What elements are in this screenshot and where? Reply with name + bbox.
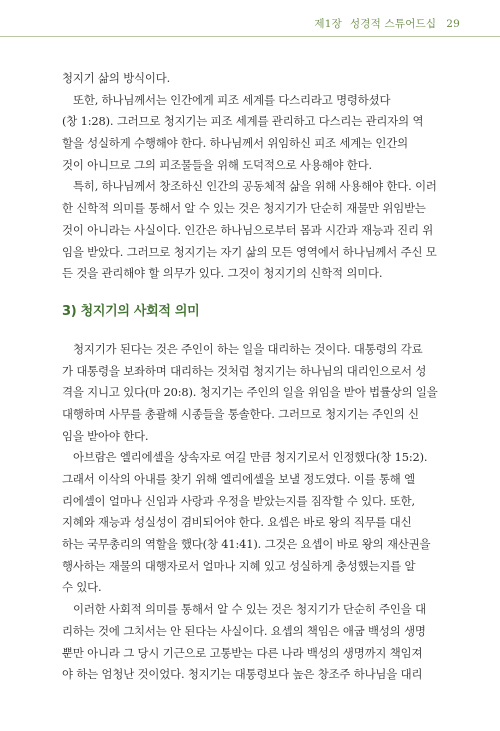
text-line: 이러한 사회적 의미를 통해서 알 수 있는 것은 청지기가 단순히 주인을 대 — [73, 602, 426, 617]
text-line: 아브람은 엘리에셀을 상속자로 여길 만큼 청지기로서 인정했다(창 15:2). — [73, 450, 428, 465]
intro-paragraphs — [62, 68, 442, 285]
chapter-label: 제1장 — [314, 18, 342, 30]
text-line: 할을 성실하게 수행해야 한다. 하나님께서 위임하신 피조 세계는 인간의 — [62, 136, 408, 151]
text-line: (창 1:28). 그러므로 청지기는 피조 세계를 관리하고 다스리는 관리자의 역 — [62, 114, 424, 129]
text-line: 그래서 이삭의 아내를 찾기 위해 엘리에셀을 보낼 정도였다. 이를 통해 엘 — [62, 472, 415, 486]
text-line: 야 하는 엄청난 것이었다. 청지기는 대통령보다 높은 창조주 하나님을 대리 — [62, 667, 423, 682]
text-line: 특히, 하나님께서 창조하신 인간의 공동체적 삶을 위해 사용해야 한다. 이러 — [73, 179, 437, 194]
text-line: 것이 아니므로 그의 피조물들을 위해 도덕적으로 사용해야 한다. — [62, 157, 372, 172]
section-heading: 3) 청지기의 사회적 의미 — [62, 303, 200, 319]
spacer — [62, 327, 442, 339]
text-line: 임을 받아야 한다. — [62, 428, 149, 443]
text-line: 청지기 삶의 방식이다. — [62, 71, 171, 85]
chapter-title: 성경적 스튜어드십 — [349, 18, 437, 30]
header-divider — [0, 36, 500, 37]
text-line: 청지기가 된다는 것은 주인이 하는 일을 대리하는 것이다. 대통령의 각료 — [73, 341, 423, 356]
running-header — [314, 16, 460, 31]
text-line: 한 신학적 의미를 통해서 알 수 있는 것은 청지기가 단순히 재물만 위임받는 — [62, 201, 426, 216]
text-line: 지혜와 재능과 성실성이 겸비되어야 한다. 요셉은 바로 왕의 직무를 대신 — [62, 515, 412, 530]
text-line: 행사하는 재물의 대행자로서 얼마나 지혜 있고 성실하게 충성했는지를 알 — [62, 558, 416, 573]
section-paragraphs — [62, 339, 442, 686]
text-line: 또한, 하나님께서는 인간에게 피조 세계를 다스리라고 명령하셨다 — [73, 92, 391, 107]
spacer — [62, 285, 442, 297]
text-line: 가 대통령을 보좌하며 대리하는 것처럼 청지기는 하나님의 대리인으로서 성 — [62, 363, 427, 378]
text-line: 하는 국무총리의 역할을 했다(창 41:41). 그것은 요셉이 바로 왕의 재산권을 — [62, 537, 431, 552]
text-line: 수 있다. — [62, 580, 102, 595]
page-body — [62, 68, 442, 686]
text-line: 뿐만 아니라 그 당시 기근으로 고통받는 다른 나라 백성의 생명까지 책임져 — [62, 645, 423, 660]
text-line: 대행하며 사무를 총괄해 시종들을 통솔한다. 그러므로 청지기는 주인의 신 — [62, 406, 419, 421]
text-line: 리하는 것에 그치서는 안 된다는 사실이다. 요셉의 책임은 애굽 백성의 생명 — [62, 623, 426, 638]
page-number: 29 — [446, 18, 460, 30]
text-line: 격을 지니고 있다(마 20:8). 청지기는 주인의 일을 위임을 받아 법률상의 일을 — [62, 385, 438, 400]
text-line: 것이 아니라는 사실이다. 인간은 하나님으로부터 몸과 시간과 재능과 진리 위 — [62, 222, 434, 237]
text-line: 임을 받았다. 그러므로 청지기는 자기 삶의 모든 영역에서 하나님께서 주신 모 — [62, 244, 437, 259]
text-line: 든 것을 관리해야 할 의무가 있다. 그것이 청지기의 신학적 의미다. — [62, 266, 383, 281]
text-line: 리에셀이 얼마나 신임과 사랑과 우정을 받았는지를 짐작할 수 있다. 또한, — [62, 493, 415, 508]
